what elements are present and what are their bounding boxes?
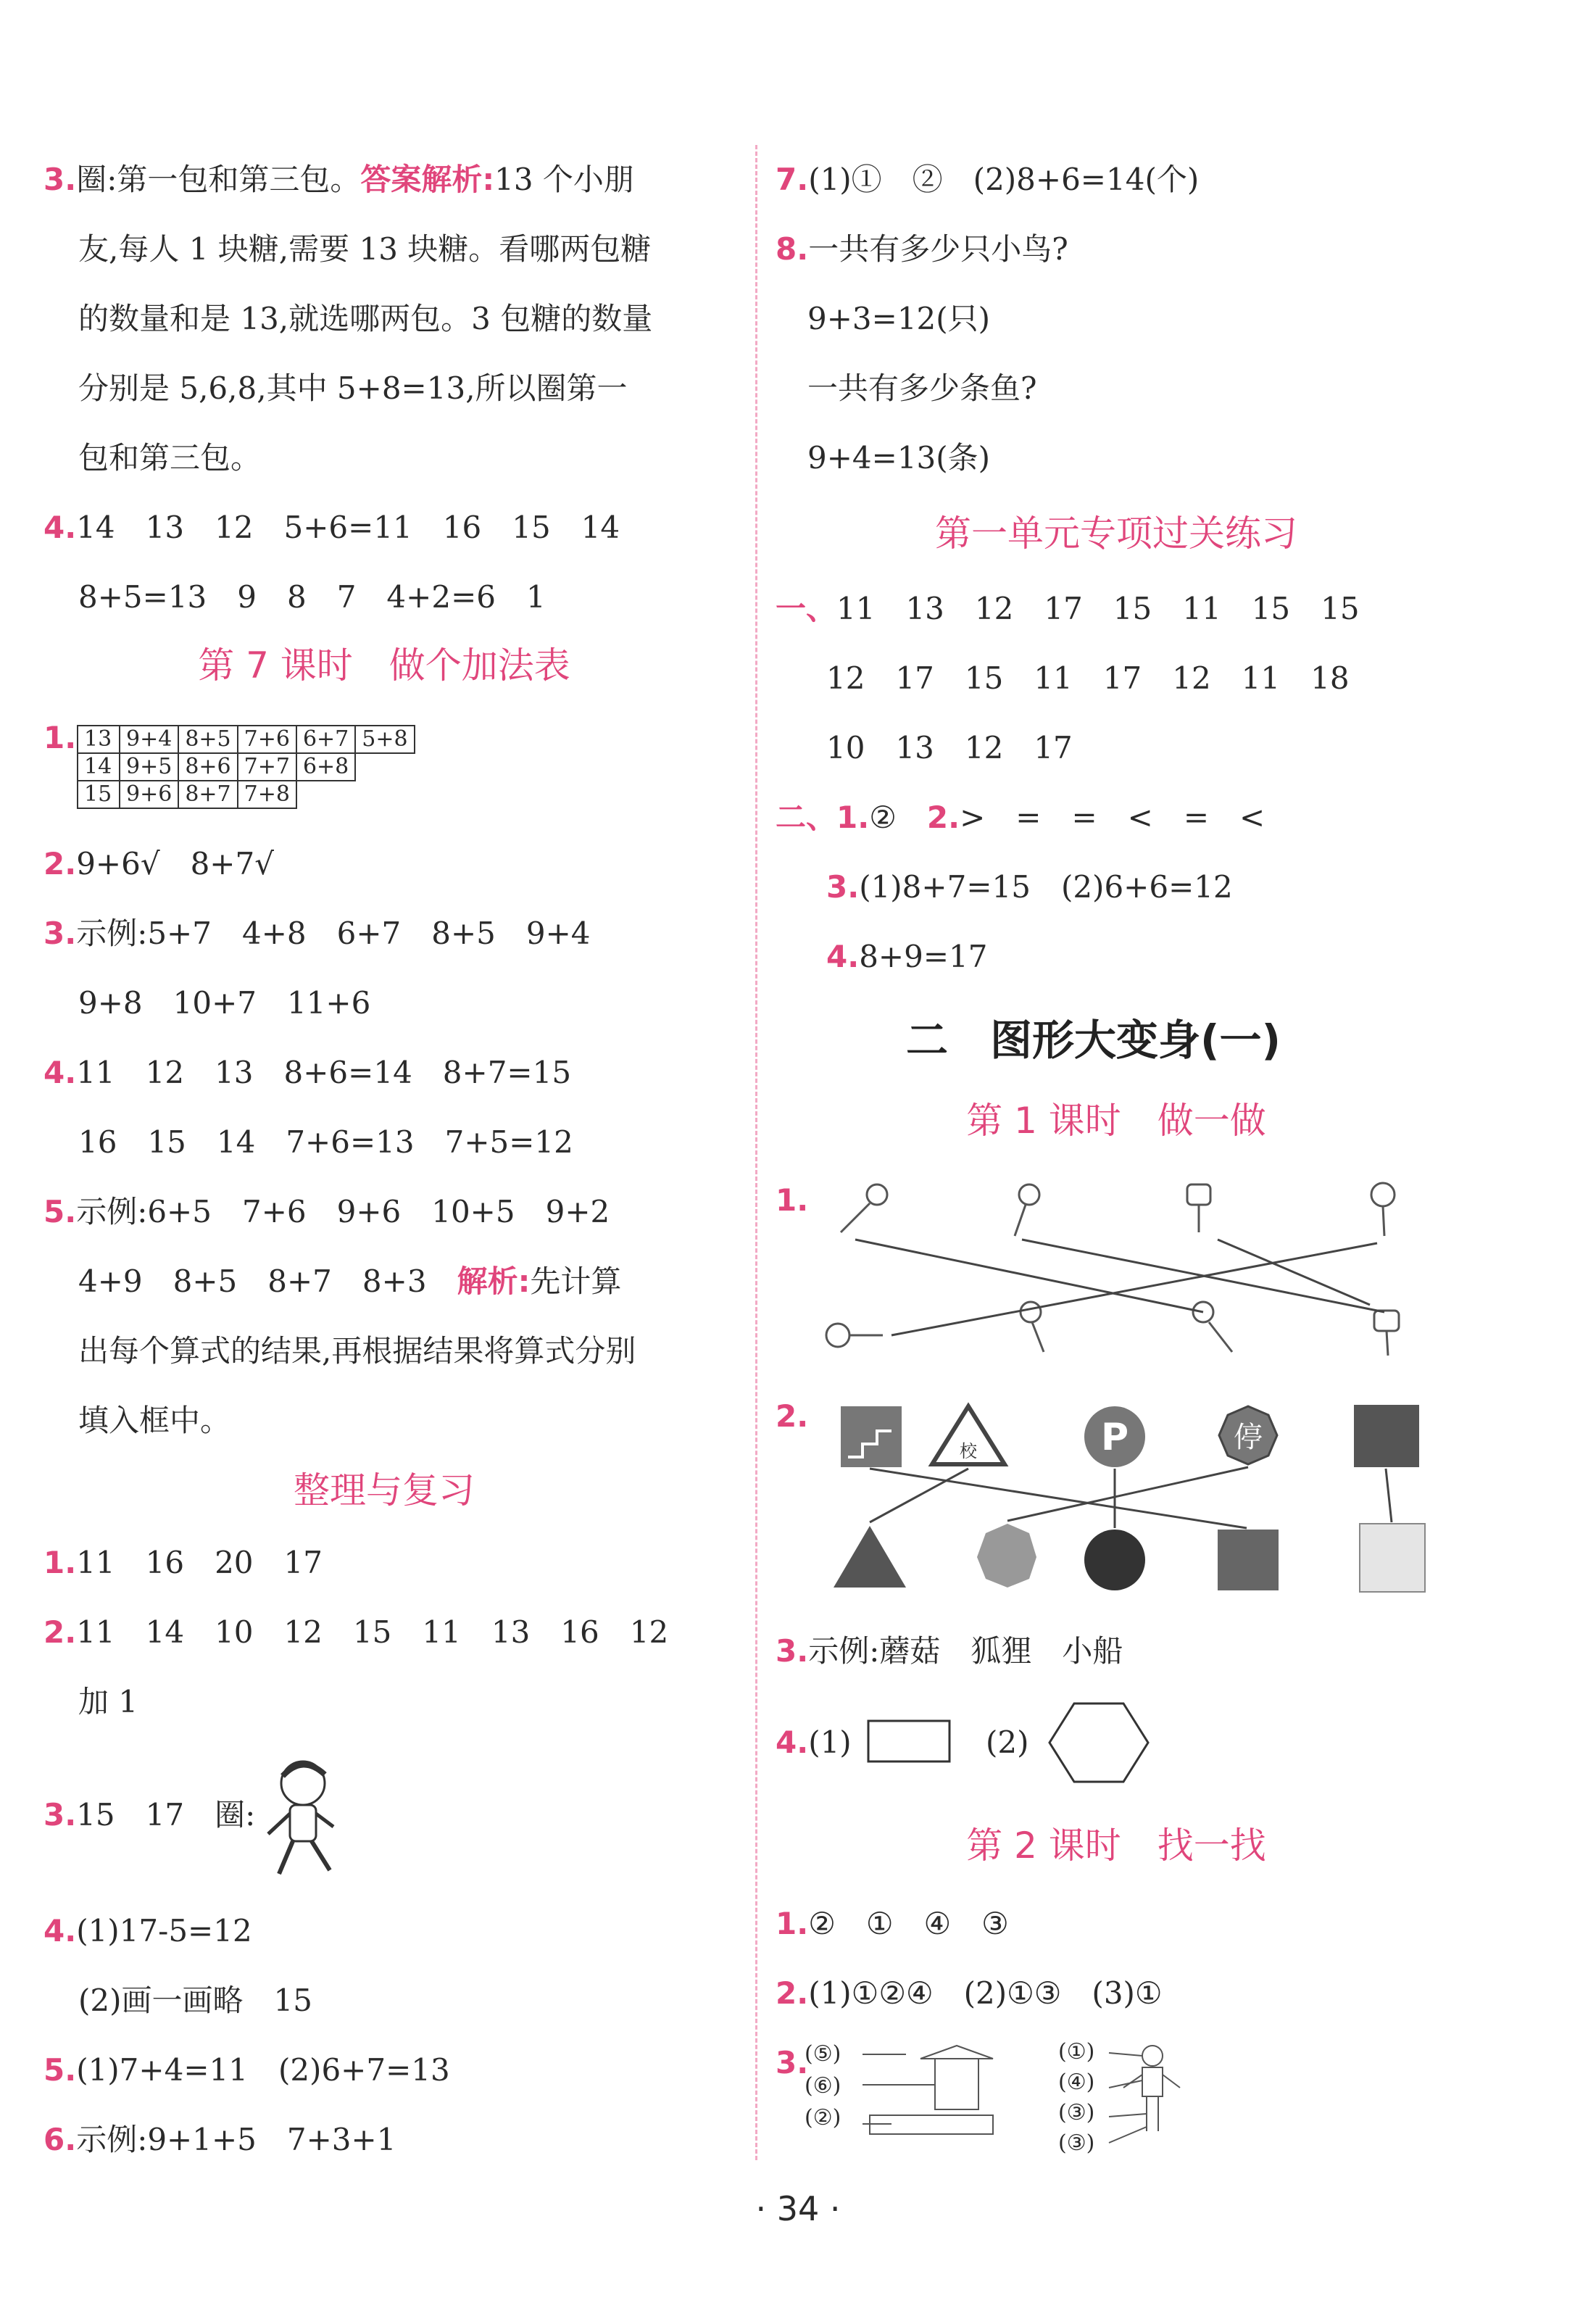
text-line: 8+5=13 9 8 7 4+2=6 1: [78, 579, 546, 615]
unit-2: 二、1.② 2.> = = < = <: [776, 800, 1265, 835]
review-2: 2.11 14 10 12 15 11 13 16 12: [43, 1614, 669, 1650]
match-line: [1007, 1467, 1248, 1521]
house-label: (⑥): [805, 2073, 841, 2099]
table-cell: 15: [78, 781, 120, 808]
table-cell: 14: [78, 753, 120, 781]
column-divider: [755, 145, 757, 2160]
text-line: 加 1: [78, 1684, 138, 1719]
text-line: 出每个算式的结果,再根据结果将算式分别: [78, 1333, 636, 1369]
text-line: 友,每人 1 块糖,需要 13 块糖。看哪两包糖: [78, 231, 652, 267]
text-line: 12 17 15 11 17 12 11 18: [826, 660, 1350, 696]
lesson-1-heading: 第 1 课时 做一做: [966, 1100, 1266, 1142]
match-2-label: 2.: [776, 1398, 809, 1434]
find-2: 2.(1)①②④ (2)①③ (3)①: [776, 1975, 1163, 2011]
table-cell: 6+7: [296, 726, 355, 753]
octagon-shape: [977, 1524, 1036, 1588]
text-line: 分别是 5,6,8,其中 5+8=13,所以圈第一: [78, 370, 628, 406]
table-cell: 8+7: [178, 781, 237, 808]
table-cell: 9+4: [120, 726, 178, 753]
house-figure-icon: [863, 2044, 1000, 2138]
table-cell: 9+5: [120, 753, 178, 781]
house-label: (②): [805, 2105, 841, 2130]
find-3: 3.: [776, 2045, 809, 2080]
running-boy-icon: [261, 1754, 341, 1885]
text-line: 16 15 14 7+6=13 7+5=12: [78, 1124, 573, 1160]
robot-label: (①): [1058, 2039, 1095, 2064]
unit-1: 一、11 13 12 17 15 11 15 15: [776, 591, 1360, 626]
shapes-4-b: (2): [986, 1725, 1029, 1760]
keys-matching: [812, 1174, 1421, 1370]
key-icon: [826, 1324, 849, 1347]
find-1: 1.② ① ④ ③: [776, 1906, 1009, 1941]
text-line: (2)画一画略 15: [78, 1983, 312, 2018]
robot-label: (③): [1058, 2130, 1095, 2156]
table-cell: 7+7: [238, 753, 296, 781]
table-cell: 5+8: [355, 726, 414, 753]
answer-8: 8.一共有多少只小鸟?: [776, 231, 1068, 267]
match-line: [891, 1243, 1377, 1335]
circle-shape: [1084, 1530, 1145, 1590]
text-line: 9+8 10+7 11+6: [78, 985, 371, 1021]
hexagon-answer-icon: [1048, 1701, 1150, 1788]
review-6: 6.示例:9+1+5 7+3+1: [43, 2122, 396, 2157]
text-line: 9+4=13(条): [807, 440, 991, 476]
review-heading: 整理与复习: [294, 1469, 475, 1511]
match-1-label: 1.: [776, 1182, 809, 1218]
key-icon: [1019, 1184, 1039, 1205]
answer-2: 2.9+6√ 8+7√: [43, 846, 274, 881]
text-line: 填入框中。: [78, 1403, 231, 1438]
table-row: [78, 753, 415, 781]
answer-4: 4.14 13 12 5+6=11 16 15 14: [43, 510, 620, 545]
answer-3b: 3.示例:5+7 4+8 6+7 8+5 9+4: [43, 916, 591, 951]
table-label: 1.: [43, 720, 77, 755]
answer-3: 3.圈:第一包和第三包。答案解析:13 个小朋: [43, 162, 634, 197]
table-cell: 6+8: [296, 753, 355, 781]
rectangle-answer-icon: [867, 1719, 954, 1766]
robot-label: (③): [1058, 2100, 1095, 2125]
text-line: 的数量和是 13,就选哪两包。3 包糖的数量: [78, 301, 653, 336]
key-icon: [1371, 1183, 1395, 1206]
match-line: [870, 1469, 1247, 1528]
robot-figure-icon: [1109, 2044, 1189, 2153]
square-shape: [1218, 1530, 1279, 1590]
info-sign-icon: [1354, 1405, 1419, 1467]
parking-sign-text: P: [1100, 1416, 1129, 1459]
table-cell: 8+6: [178, 753, 237, 781]
house-label: (⑤): [805, 2041, 841, 2067]
table-cell: 8+5: [178, 726, 237, 753]
stop-sign-text: 停: [1234, 1421, 1263, 1454]
unit-4: 4.8+9=17: [826, 939, 988, 974]
table-cell: 13: [78, 726, 120, 753]
robot-label: (④): [1058, 2070, 1095, 2095]
signs-matching: [826, 1392, 1406, 1609]
table-cell: 7+8: [238, 781, 296, 808]
text-line: 4+9 8+5 8+7 8+3 解析:先计算: [78, 1263, 622, 1299]
key-icon: [1187, 1184, 1210, 1205]
key-icon: [1374, 1311, 1399, 1331]
answer-7: 7.(1)① ② (2)8+6=14(个): [776, 162, 1200, 197]
answer-5: 5.示例:6+5 7+6 9+6 10+5 9+2: [43, 1194, 610, 1229]
table-cell: 7+6: [238, 726, 296, 753]
addition-table: [77, 725, 415, 809]
table-cell: 9+6: [120, 781, 178, 808]
chapter-title: 二 图形大变身(一): [906, 1016, 1281, 1065]
lesson-7-heading: 第 7 课时 做个加法表: [198, 644, 570, 686]
text-line: 包和第三包。: [78, 440, 262, 476]
shapes-4: 4.(1): [776, 1725, 852, 1760]
text-line: 一共有多少条鱼?: [807, 370, 1037, 406]
shapes-3: 3.示例:蘑菇 狐狸 小船: [776, 1633, 1123, 1669]
rectangle-shape: [1360, 1524, 1425, 1592]
table-row: [78, 726, 415, 753]
answer-4b: 4.11 12 13 8+6=14 8+7=15: [43, 1055, 572, 1090]
match-line: [1386, 1469, 1392, 1522]
review-1: 1.11 16 20 17: [43, 1545, 323, 1580]
text-line: 10 13 12 17: [826, 730, 1073, 765]
unit-3: 3.(1)8+7=15 (2)6+6=12: [826, 869, 1233, 905]
page-number: · 34 ·: [755, 2189, 841, 2228]
key-icon: [867, 1184, 887, 1205]
table-row: [78, 781, 415, 808]
unit-review-heading: 第一单元专项过关练习: [935, 512, 1297, 555]
text-line: 9+3=12(只): [807, 301, 991, 336]
triangle-shape: [834, 1526, 906, 1588]
review-5: 5.(1)7+4=11 (2)6+7=13: [43, 2052, 450, 2088]
review-4: 4.(1)17-5=12: [43, 1913, 252, 1949]
lesson-2-heading: 第 2 课时 找一找: [966, 1825, 1266, 1867]
review-3: 3.15 17 圈:: [43, 1797, 256, 1833]
school-sign-text: 校: [960, 1441, 977, 1461]
